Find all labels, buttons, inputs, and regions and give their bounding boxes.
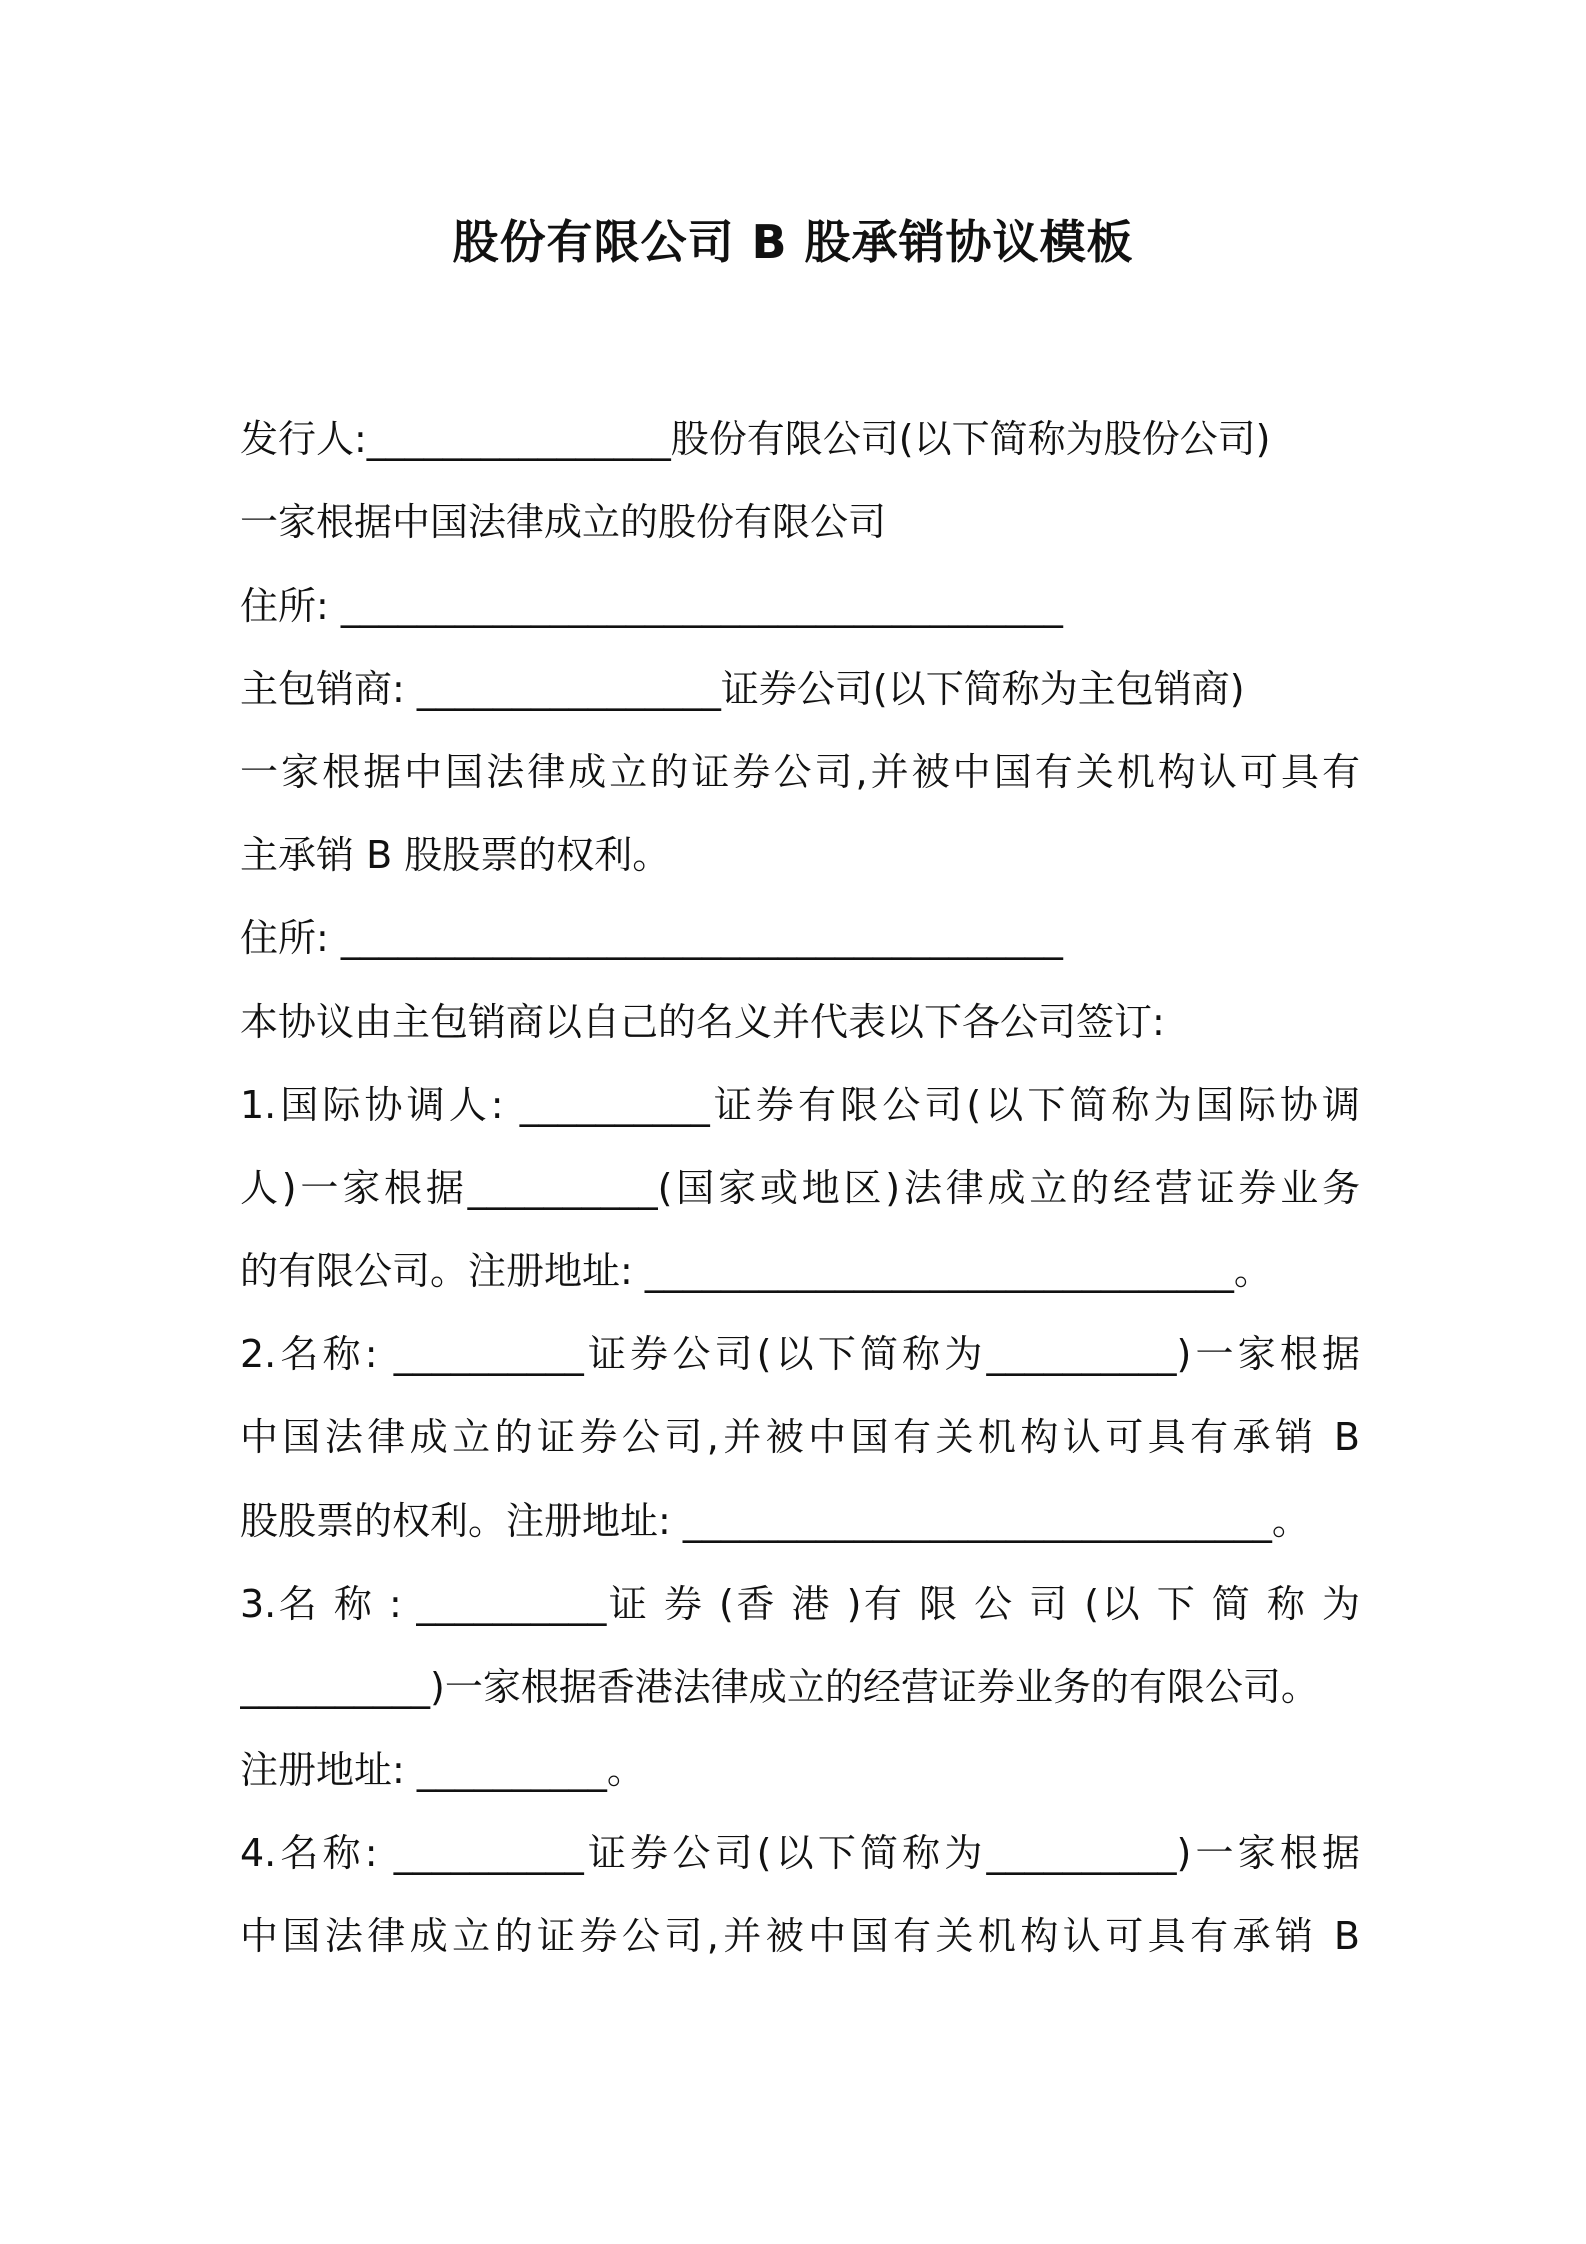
party-3-line-2: __________)一家根据香港法律成立的经营证券业务的有限公司。 (240, 1665, 1319, 1709)
party-4-line-2: 中国法律成立的证券公司,并被中国有关机构认可具有承销 B (240, 1914, 1360, 1958)
lead-underwriter-description: 一家根据中国法律成立的证券公司,并被中国有关机构认可具有 (240, 750, 1360, 794)
document-title: 股份有限公司 B 股承销协议模板 (452, 215, 1134, 269)
party-3-line-1: 3.名 称 : __________证 券 (香 港 )有 限 公 司 (以 下 简 称 为 (240, 1582, 1360, 1626)
party-4-line-1: 4.名称: __________证券公司(以下简称为__________)一家根据 (240, 1831, 1360, 1875)
party-1-line-2: 人)一家根据__________(国家或地区)法律成立的经营证券业务 (240, 1166, 1360, 1210)
party-2-line-1: 2.名称: __________证券公司(以下简称为__________)一家根据 (240, 1332, 1360, 1376)
party-1-line-3: 的有限公司。注册地址: _______________________________。 (240, 1249, 1272, 1293)
party-1-line-1: 1.国际协调人: __________证券有限公司(以下简称为国际协调 (240, 1083, 1360, 1127)
lead-underwriter-line: 主包销商: ________________证券公司(以下简称为主包销商) (240, 667, 1245, 711)
lead-underwriter-rights: 主承销 B 股股票的权利。 (240, 833, 671, 877)
issuer-address: 住所: ______________________________________ (240, 584, 1063, 628)
lead-underwriter-address: 住所: ______________________________________ (240, 916, 1063, 960)
issuer-line: 发行人:________________股份有限公司(以下简称为股份公司) (240, 417, 1271, 461)
party-3-line-3: 注册地址: __________。 (240, 1748, 645, 1792)
agreement-signing-statement: 本协议由主包销商以自己的名义并代表以下各公司签订: (240, 1000, 1165, 1044)
party-2-line-3: 股股票的权利。注册地址: _______________________________。 (240, 1499, 1310, 1543)
party-2-line-2: 中国法律成立的证券公司,并被中国有关机构认可具有承销 B (240, 1415, 1360, 1459)
issuer-description: 一家根据中国法律成立的股份有限公司 (240, 500, 887, 544)
